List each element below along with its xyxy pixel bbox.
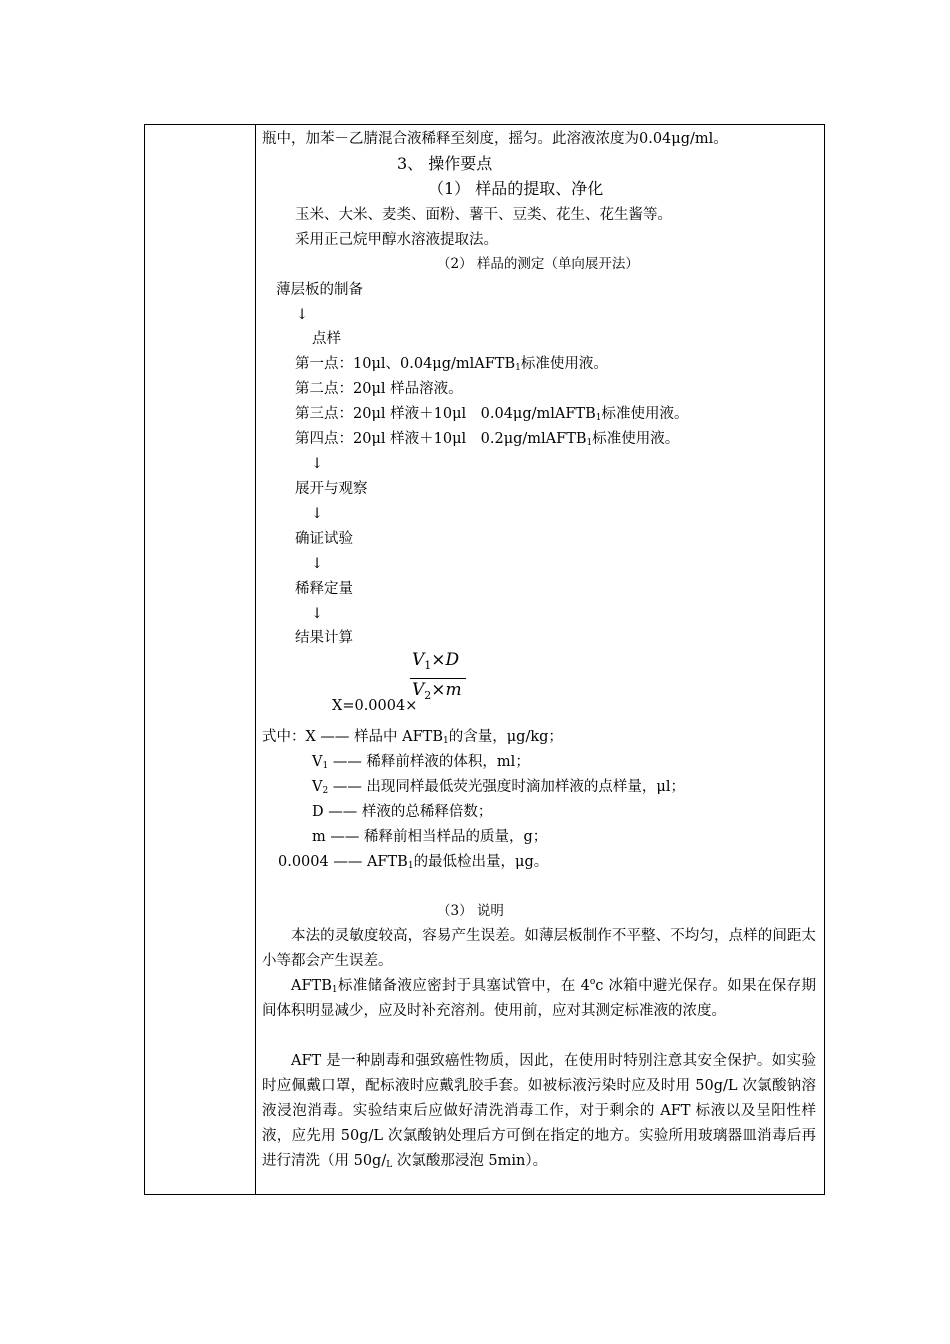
flow-step: 确证试验: [295, 531, 353, 547]
fraction-bar: [410, 678, 466, 679]
down-arrow-icon: ↓: [296, 307, 309, 323]
section-heading: 3、 操作要点: [397, 154, 493, 173]
column-divider: [255, 125, 256, 1194]
down-arrow-icon: ↓: [311, 456, 324, 472]
note-paragraph: 本法的灵敏度较高，容易产生误差。如薄层板制作不平整、不均匀，点样的间距太小等都会产生误差。: [262, 928, 816, 969]
where-item: D —— 样液的总稀释倍数；: [312, 804, 493, 820]
where-item: m —— 稀释前相当样品的质量，g；: [312, 829, 548, 845]
subsection-heading: （3） 说明: [437, 903, 504, 919]
text-line: 采用正己烷甲醇水溶液提取法。: [295, 232, 498, 248]
flow-step: 展开与观察: [295, 481, 368, 497]
spot-item: 第三点：20μl 样液＋10μl 0.04μg/mlAFTB$_1$标准使用液。: [295, 406, 689, 423]
flow-step: 结果计算: [295, 630, 353, 646]
note-paragraph: AFT 是一种剧毒和强致癌性物质，因此，在使用时特别注意其安全保护。如实验时应佩戴口罩，配标液时应戴乳胶手套。如被标液污染时应及时用 50g/L 次氯酸钠溶液浸泡消毒。实验结束后应做好清洗消毒工作，对于剩余的 AFT 标液以及呈阳性样液，应先用 50g/L 次氯酸钠处理后方可倒在指定的地方。实验所用玻璃器皿消毒后再进行清洗（用 $50g/_L$ 次氯酸那浸泡 5min）。: [262, 1053, 816, 1170]
where-item: $V_1$ —— 稀释前样液的体积，ml；: [312, 754, 530, 771]
subsection-heading: （2） 样品的测定（单向展开法）: [437, 256, 639, 272]
where-item: 0.0004 —— $AFTB_1$的最低检出量，μg。: [278, 854, 549, 871]
spot-item: 第四点：20μl 样液＋10μl 0.2μg/mlAFTB$_1$标准使用液。: [295, 431, 680, 448]
spot-item: 第二点：20μl 样品溶液。: [295, 381, 463, 397]
note-paragraph: $AFTB_1$标准储备液应密封于具塞试管中，在 4$^o$c 冰箱中避光保存。如果在保存期间体积明显减少，应及时补充溶剂。使用前，应对其测定标准液的浓度。: [262, 977, 816, 1019]
spot-item: 第一点：10μl、0.04μg/mlAFTB$_1$标准使用液。: [295, 356, 608, 373]
formula-denominator: $V_2\times m$: [412, 680, 462, 702]
where-item: $V_2$ —— 出现同样最低荧光强度时滴加样液的点样量，μl；: [312, 779, 685, 796]
text-line: 瓶中，加苯－乙腈混合液稀释至刻度，摇匀。此溶液浓度为0.04μg/ml。: [262, 131, 728, 147]
content-table: [144, 124, 825, 1195]
subsection-heading: （1） 样品的提取、净化: [428, 179, 604, 198]
text-line: 玉米、大米、麦类、面粉、薯干、豆类、花生、花生酱等。: [295, 207, 672, 223]
formula-prefix: X=0.0004×: [332, 698, 418, 714]
flow-step: 稀释定量: [295, 581, 353, 597]
down-arrow-icon: ↓: [311, 606, 324, 622]
down-arrow-icon: ↓: [311, 506, 324, 522]
formula-numerator: $V_1\times D$: [412, 650, 460, 672]
flow-step: 薄层板的制备: [276, 282, 363, 298]
down-arrow-icon: ↓: [311, 556, 324, 572]
flow-step: 点样: [312, 331, 341, 347]
where-item: 式中：X —— 样品中 $AFTB_1$的含量，μg/kg；: [262, 729, 563, 746]
